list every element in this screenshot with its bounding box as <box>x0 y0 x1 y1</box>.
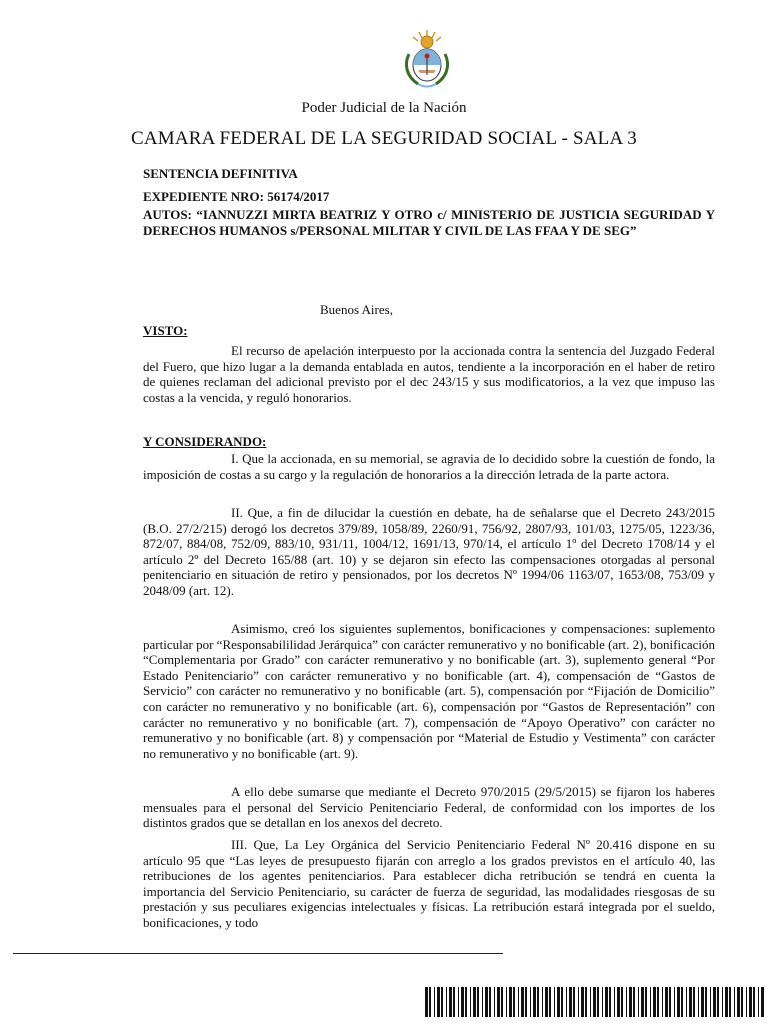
barcode-bar <box>525 987 527 1017</box>
barcode-bar <box>485 987 488 1017</box>
barcode-bar <box>513 987 515 1017</box>
barcode-bar <box>641 987 644 1017</box>
barcode-bar <box>665 987 668 1017</box>
barcode-bar <box>681 987 683 1017</box>
barcode-bar <box>626 987 627 1017</box>
barcode-bar <box>429 987 431 1017</box>
barcode-bar <box>737 987 740 1017</box>
barcode-bar <box>669 987 671 1017</box>
barcode-bar <box>725 987 728 1017</box>
barcode-bar <box>573 987 575 1017</box>
barcode-bar <box>633 987 635 1017</box>
barcode-bar <box>605 987 608 1017</box>
city-date: Buenos Aires, <box>320 302 393 317</box>
barcode-bar <box>501 987 503 1017</box>
barcode-bar <box>449 987 452 1017</box>
barcode-bar <box>629 987 632 1017</box>
barcode-bar <box>470 987 471 1017</box>
barcode-bar <box>482 987 483 1017</box>
coat-of-arms-icon <box>400 28 454 90</box>
barcode-bar <box>453 987 455 1017</box>
paragraph-decreto: A ello debe sumarse que mediante el Decreto 970/2015 (29/5/2015) se fijaron los haberes mensuales para el personal del Servicio Penitenciario Federal, de conformidad con los importes de los distintos grados que se detallan en los anexos del decreto. <box>143 784 715 831</box>
barcode-bar <box>554 987 555 1017</box>
barcode-bar <box>621 987 623 1017</box>
court-name: Poder Judicial de la Nación <box>301 100 467 116</box>
barcode-bar <box>602 987 603 1017</box>
barcode-bar <box>446 987 447 1017</box>
footer-rule <box>13 953 503 954</box>
case-number: EXPEDIENTE NRO: 56174/2017 <box>143 189 330 204</box>
barcode-bar <box>653 987 656 1017</box>
barcode-bar <box>557 987 560 1017</box>
barcode-bar <box>638 987 639 1017</box>
barcode-bar <box>494 987 495 1017</box>
barcode-bar <box>729 987 731 1017</box>
paragraph-i: I. Que la accionada, en su memorial, se agravia de lo decidido sobre la cuestión de fondo, la imposición de costas a su cargo y la regulación de honorarios a la dirección letrada de la parte actora. <box>143 451 715 482</box>
barcode-bar <box>581 987 584 1017</box>
barcode-bar <box>590 987 591 1017</box>
barcode-bar <box>657 987 659 1017</box>
barcode-bar <box>569 987 572 1017</box>
barcode-bar <box>645 987 647 1017</box>
barcode-bar <box>705 987 707 1017</box>
barcode-bar <box>506 987 507 1017</box>
barcode-bar <box>597 987 599 1017</box>
paragraph-asimismo: Asimismo, creó los siguientes suplementos, bonificaciones y compensaciones: suplemento particular por “Responsabililidad Jerárquica” con carácter remunerativo y no bonificable (art. 2), bonificación “Complementaria por Grado” con carácter remunerativo y no bonificable (art. 3), suplemento general “Por Estado Penitenciario” con carácter remunerativo y no bonificable (art. 4), compensación de “Gastos de Servicio” con carácter no remunerativo y no bonificable (art. 5), compensación por “Fijación de Domicilio” con carácter no remunerativo y no bonificable (art. 6), compensación por “Gastos de Representación” con carácter no remunerativo y no bonificable (art. 7), compensación de “Apoyo Operativo” con carácter no remunerativo y no bonificable (art. 8) y compensación por “Material de Estudio y Vestimenta” con carácter no remunerativo y no bonificable (art. 9). <box>143 621 715 761</box>
barcode-bar <box>477 987 479 1017</box>
paragraph-visto: El recurso de apelación interpuesto por la accionada contra la sentencia del Juzgado Federal del Fuero, que hizo lugar a la demanda entablada en autos, tendiente a la incorporación en el haber de retiro de quienes reclaman del adicional previsto por el dec 243/15 y sus modificatorios, a la vez que impuso las costas a la vencida, y reguló honorarios. <box>143 343 715 405</box>
barcode-bar <box>698 987 699 1017</box>
barcode-bar <box>710 987 711 1017</box>
barcode-bar <box>686 987 687 1017</box>
barcode-bar <box>434 987 435 1017</box>
barcode-bar <box>561 987 563 1017</box>
barcode-bar <box>521 987 524 1017</box>
section-considerando: Y CONSIDERANDO: <box>143 434 267 449</box>
barcode-bar <box>741 987 743 1017</box>
barcode-bar <box>677 987 680 1017</box>
barcode-bar <box>650 987 651 1017</box>
barcode-bar <box>425 987 428 1017</box>
barcode-bar <box>617 987 620 1017</box>
barcode-bar <box>518 987 519 1017</box>
case-title: AUTOS: “IANNUZZI MIRTA BEATRIZ Y OTRO c/ MINISTERIO DE JUSTICIA SEGURIDAD Y DERECHOS HUMANOS s/PERSONAL MILITAR Y CIVIL DE LAS FFAA Y DE SEG” <box>143 207 715 238</box>
barcode-bar <box>437 987 440 1017</box>
barcode-bar <box>473 987 476 1017</box>
barcode-bar <box>713 987 716 1017</box>
barcode-bar <box>537 987 539 1017</box>
barcode-bar <box>441 987 443 1017</box>
barcode-bar <box>458 987 459 1017</box>
sentence-type: SENTENCIA DEFINITIVA <box>143 166 298 181</box>
barcode-bar <box>674 987 675 1017</box>
barcode-bar <box>689 987 692 1017</box>
paragraph-ii: II. Que, a fin de dilucidar la cuestión en debate, ha de señalarse que el Decreto 243/2015 (B.O. 27/2/215) derogó los decretos 379/89, 1058/89, 2260/91, 756/92, 2807/93, 101/03, 1275/05, 1223/36, 872/07, 884/08, 752/09, 883/10, 931/11, 1004/12, 1691/13, 970/14, el artículo 1º del Decreto 1708/14 y el artículo 2º del Decreto 165/88 (art. 10) y se dejaron sin efecto las compensaciones otorgadas al personal penitenciario en situación de retiro y pensionados, por los decretos Nº 1994/06 1163/07, 1653/08, 753/09 y 2048/09 (art. 12). <box>143 505 715 598</box>
barcode-bar <box>753 987 755 1017</box>
sun-icon <box>421 36 433 48</box>
barcode-bar <box>734 987 735 1017</box>
barcode-icon <box>425 987 768 1017</box>
barcode-bar <box>749 987 752 1017</box>
barcode-bar <box>489 987 491 1017</box>
barcode-bar <box>722 987 723 1017</box>
ribbon <box>418 84 436 87</box>
chamber-title: CAMARA FEDERAL DE LA SEGURIDAD SOCIAL - SALA 3 <box>130 128 638 149</box>
barcode-bar <box>693 987 695 1017</box>
barcode-bar <box>545 987 548 1017</box>
barcode-bar <box>461 987 464 1017</box>
barcode-bar <box>497 987 500 1017</box>
barcode-bar <box>566 987 567 1017</box>
barcode-bar <box>533 987 536 1017</box>
barcode-bar <box>509 987 512 1017</box>
barcode-bar <box>746 987 747 1017</box>
barcode-bar <box>717 987 719 1017</box>
barcode-bar <box>761 987 764 1017</box>
barcode-bar <box>549 987 551 1017</box>
barcode-bar <box>609 987 611 1017</box>
barcode-bar <box>758 987 759 1017</box>
section-visto: VISTO: <box>143 323 188 338</box>
barcode-bar <box>662 987 663 1017</box>
barcode-bar <box>614 987 615 1017</box>
barcode-bar <box>542 987 543 1017</box>
barcode-bar <box>465 987 467 1017</box>
phrygian-cap <box>425 54 430 59</box>
barcode-bar <box>701 987 704 1017</box>
barcode-bar <box>593 987 596 1017</box>
barcode-bar <box>585 987 587 1017</box>
barcode-bar <box>530 987 531 1017</box>
paragraph-iii: III. Que, La Ley Orgánica del Servicio Penitenciario Federal Nº 20.416 dispone en su artículo 95 que “Las leyes de presupuesto fijarán con arreglo a los grados previstos en el artículo 40, las retribuciones de los agentes penitenciarios. Para establecer dicha retribución se tendrá en cuenta la importancia del Servicio Penitenciario, su carácter de fuerza de seguridad, las modalidades riesgosas de su prestación y sus peculiares exigencias intelectuales y físicas. La retribución estará integrada por el sueldo, bonificaciones, y todo <box>143 837 715 930</box>
barcode-bar <box>578 987 579 1017</box>
